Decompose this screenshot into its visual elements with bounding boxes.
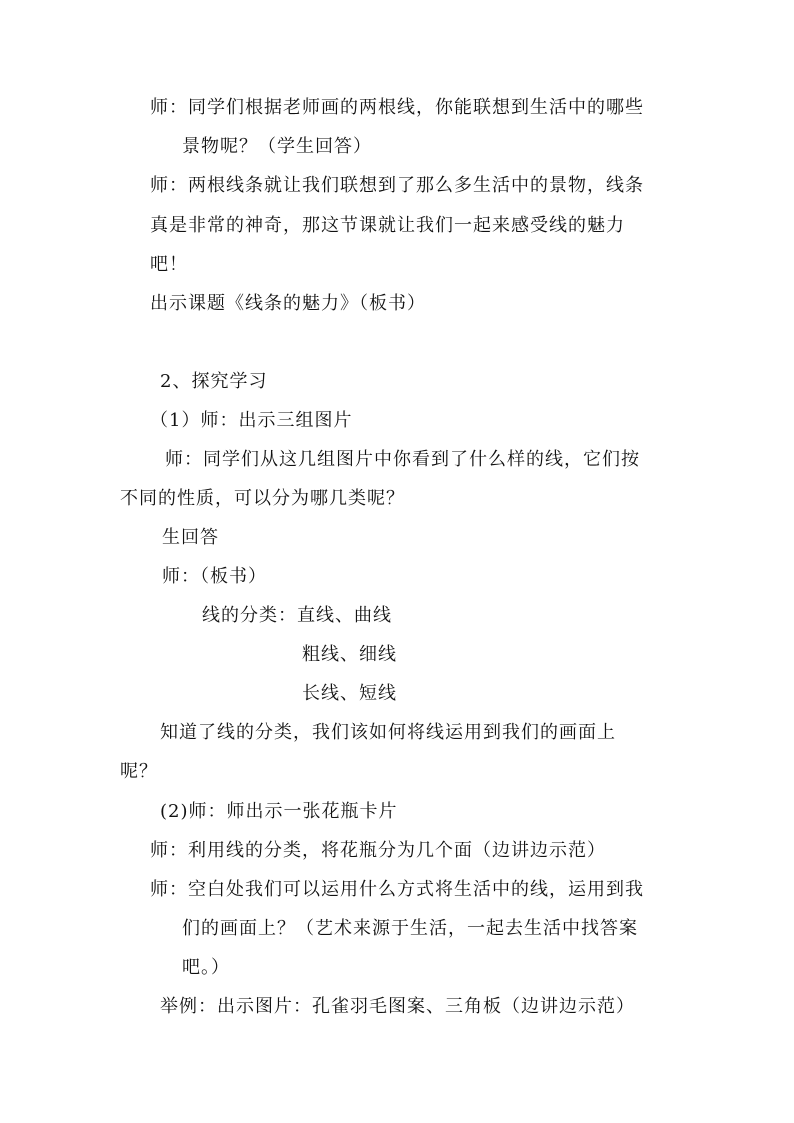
section-heading: 2、探究学习 <box>160 371 268 392</box>
dialogue-line: 真是非常的神奇，那这节课就让我们一起来感受线的魅力 <box>150 215 625 236</box>
dialogue-line: 不同的性质，可以分为哪几类呢？ <box>120 488 405 509</box>
dialogue-line: 吧。） <box>182 957 230 978</box>
student-response-line: 生回答 <box>162 527 219 548</box>
dialogue-line: 师：（板书） <box>162 566 267 587</box>
dialogue-line: 师：同学们根据老师画的两根线，你能联想到生活中的哪些 <box>150 97 644 118</box>
lesson-title-line: 出示课题《线条的魅力》（板书） <box>150 293 426 314</box>
dialogue-line: 吧！ <box>150 254 188 275</box>
dialogue-line: 师：利用线的分类，将花瓶分为几个面（边讲边示范） <box>150 840 606 861</box>
step-line: (2)师：师出示一张花瓶卡片 <box>160 801 398 822</box>
example-line: 举例：出示图片：孔雀羽毛图案、三角板（边讲边示范） <box>160 996 635 1017</box>
step-line: （1）师：出示三组图片 <box>150 410 353 431</box>
dialogue-line: 师：空白处我们可以运用什么方式将生活中的线，运用到我 <box>150 879 644 900</box>
dialogue-line: 景物呢？（学生回答） <box>182 136 372 157</box>
board-note-line: 长线、短线 <box>302 683 397 704</box>
board-note-line: 粗线、细线 <box>302 644 397 665</box>
board-note-line: 线的分类：直线、曲线 <box>202 605 392 626</box>
dialogue-line: 知道了线的分类，我们该如何将线运用到我们的画面上 <box>160 722 616 743</box>
dialogue-line: 师：两根线条就让我们联想到了那么多生活中的景物，线条 <box>150 175 644 196</box>
dialogue-line: 们的画面上？（艺术来源于生活，一起去生活中找答案 <box>182 918 638 939</box>
dialogue-line: 呢？ <box>120 761 158 782</box>
dialogue-line: 师：同学们从这几组图片中你看到了什么样的线，它们按 <box>165 449 640 470</box>
